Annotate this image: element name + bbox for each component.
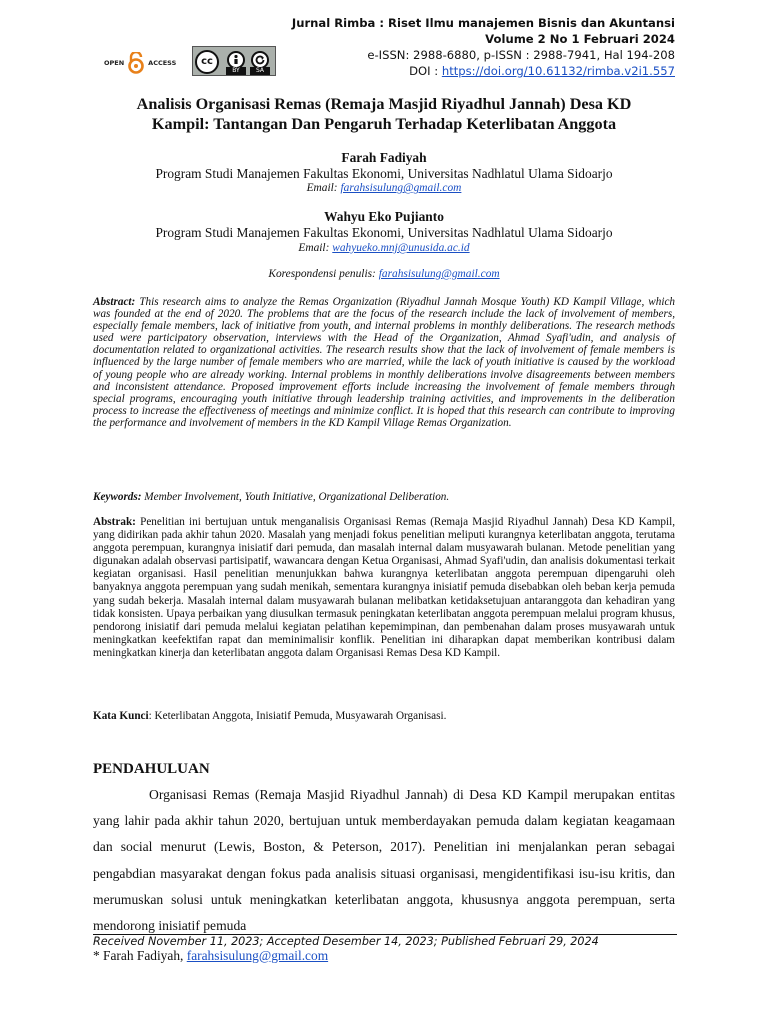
paper-title-line-2: Kampil: Tantangan Dan Pengaruh Terhadap Keterlibatan Anggota [151, 115, 617, 133]
corresponding-author-footnote [93, 948, 328, 964]
author-email-line [0, 182, 768, 194]
cc-sa-label: SA [250, 67, 270, 75]
cc-by-label: BY [226, 67, 246, 75]
open-access-logo [104, 52, 176, 74]
abstrak-text: Penelitian ini bertujuan untuk menganalisis Organisasi Remas (Remaja Masjid Riyadhul Jannah) Desa KD Kampil, yang didirikan pada akhir tahun 2020. Masalah yang menjadi fokus penelitian meliputi kurangnya keterlibatan anggota, terutama anggota perempuan, kurangnya inisiatif dari pemuda, dan masalah internal dalam musyawarah bulanan. Metode penelitian yang digunakan adalah observasi partisipatif, wawancara dengan Ketua Organisasi, Ahmad Syafi'udin, dan analisis dokumentasi terkait kegiatan organisasi. Hasil penelitian menunjukkan bahwa kurangnya keterlibatan anggota perempuan dipengaruhi oleh banyaknya anggota perempuan yang sudah menikah, sementara kurangnya inisiatif pemuda disebabkan oleh beban kerja pemuda yang sudah bekerja. Masalah internal dalam musyawarah bulanan melibatkan ketidaksetujuan antaranggota dan kehadiran yang tidak konsisten. Upaya perbaikan yang diusulkan termasuk peningkatan keterlibatan anggota perempuan melalui program khusus, pendorong inisiatif dari pemuda melalui kegiatan pelatihan kepemimpinan, dan pembenahan dalam proses musyawarah untuk meningkatkan keefektifan rapat dan meminimalisir konflik. Penelitian ini diharapkan dapat memberikan kontribusi dalam meningkatkan kinerja dan keterlibatan anggota dalam Organisasi Remas Desa KD Kampil. [93, 516, 676, 659]
journal-issn: e-ISSN: 2988-6880, p-ISSN : 2988-7941, Hal 194-208 [367, 48, 675, 62]
abstract-indonesian [93, 516, 675, 660]
author-name: Farah Fadiyah [341, 150, 427, 165]
abstrak-label: Abstrak: [93, 516, 136, 528]
abstract-english [93, 296, 675, 429]
correspondence-line [0, 268, 768, 280]
kata-kunci [93, 710, 675, 722]
doi-label: DOI : [409, 64, 439, 78]
author-affiliation: Program Studi Manajemen Fakultas Ekonomi, Universitas Nadhlatul Ulama Sidoarjo [155, 225, 613, 240]
kata-kunci-label: Kata Kunci [93, 710, 149, 722]
doi-link[interactable]: https://doi.org/10.61132/rimba.v2i1.557 [441, 64, 675, 78]
cc-by-sa-badge [192, 46, 276, 76]
email-label: Email: [306, 182, 338, 194]
open-access-right-text: ACCESS [148, 59, 177, 67]
author-email-link[interactable]: farahsisulung@gmail.com [340, 182, 462, 194]
keywords-english [93, 491, 675, 503]
author-email-link[interactable]: wahyueko.mnj@unusida.ac.id [332, 242, 470, 254]
footnote-prefix: * Farah Fadiyah, [93, 948, 184, 963]
section-heading: PENDAHULUAN [93, 761, 210, 777]
journal-name: Jurnal Rimba : Riset Ilmu manajemen Bisnis dan Akuntansi [291, 16, 675, 30]
keywords-text: Member Involvement, Youth Initiative, Organizational Deliberation. [144, 491, 450, 503]
footnote-email-link[interactable]: farahsisulung@gmail.com [186, 948, 329, 963]
kata-kunci-text: : Keterlibatan Anggota, Inisiatif Pemuda, Musyawarah Organisasi. [148, 710, 447, 722]
intro-text: Organisasi Remas (Remaja Masjid Riyadhul Jannah) di Desa KD Kampil merupakan entitas yang lahir pada akhir tahun 2020, bertujuan untuk memberdayakan pemuda dalam kegiatan keagamaan dan social menurut (Lewis, Boston, & Peterson, 2017). Penelitian ini menjalankan peran sebagai pengabdian masyarakat dengan fokus pada analisis situasi organisasi, mengidentifikasi isu-isu kritis, dan merumuskan solusi untuk meningkatkan keterlibatan anggota, khususnya anggota perempuan, serta mendorong inisiatif pemuda [93, 787, 675, 934]
abstract-text: This research aims to analyze the Remas Organization (Riyadhul Jannah Mosque Youth) KD Kampil Village, which was founded at the end of 2020. The problems that are the focus of the research include the lack of involvement of members, especially female members, lack of initiative from youth, and internal problems in monthly deliberations. The research methods used were participatory observation, interviews with the Head of the Organization, Ahmad Syafi'udin, and analysis of documentation related to organizational activities. The research results show that the lack of involvement of female members is influenced by the large number of female members who are married, while the lack of youth initiative is caused by the workload of young people who are already working. Internal problems in monthly deliberations involve disagreements between members and inconsistent attendance. Proposed improvement efforts include increasing the involvement of female members through special programs, encouraging youth initiative through leadership training activities, and improvements in the deliberation process to increase the effectiveness of meetings and minimize conflict. It is hoped that this research can contribute to improving the performance and involvement of members in the KD Kampil Village Remas Organization. [93, 296, 676, 429]
paper-title-line-1: Analisis Organisasi Remas (Remaja Masjid Riyadhul Jannah) Desa KD [136, 95, 632, 113]
author-affiliation: Program Studi Manajemen Fakultas Ekonomi, Universitas Nadhlatul Ulama Sidoarjo [155, 166, 613, 181]
open-lock-icon [127, 52, 145, 74]
correspondence-email-link[interactable]: farahsisulung@gmail.com [378, 268, 500, 280]
open-access-left-text: OPEN [104, 59, 125, 67]
author-name: Wahyu Eko Pujianto [324, 209, 444, 224]
received-dates: Received November 11, 2023; Accepted Desember 14, 2023; Published Februari 29, 2024 [93, 935, 599, 948]
journal-doi [409, 63, 675, 79]
cc-icon: cc [195, 50, 219, 74]
abstract-label: Abstract: [93, 296, 136, 308]
intro-paragraph [93, 782, 675, 939]
author-email-line [0, 242, 768, 254]
email-label: Email: [298, 242, 330, 254]
correspondence-label: Korespondensi penulis: [268, 268, 376, 280]
journal-volume: Volume 2 No 1 Februari 2024 [485, 32, 675, 46]
keywords-label: Keywords: [93, 491, 142, 503]
